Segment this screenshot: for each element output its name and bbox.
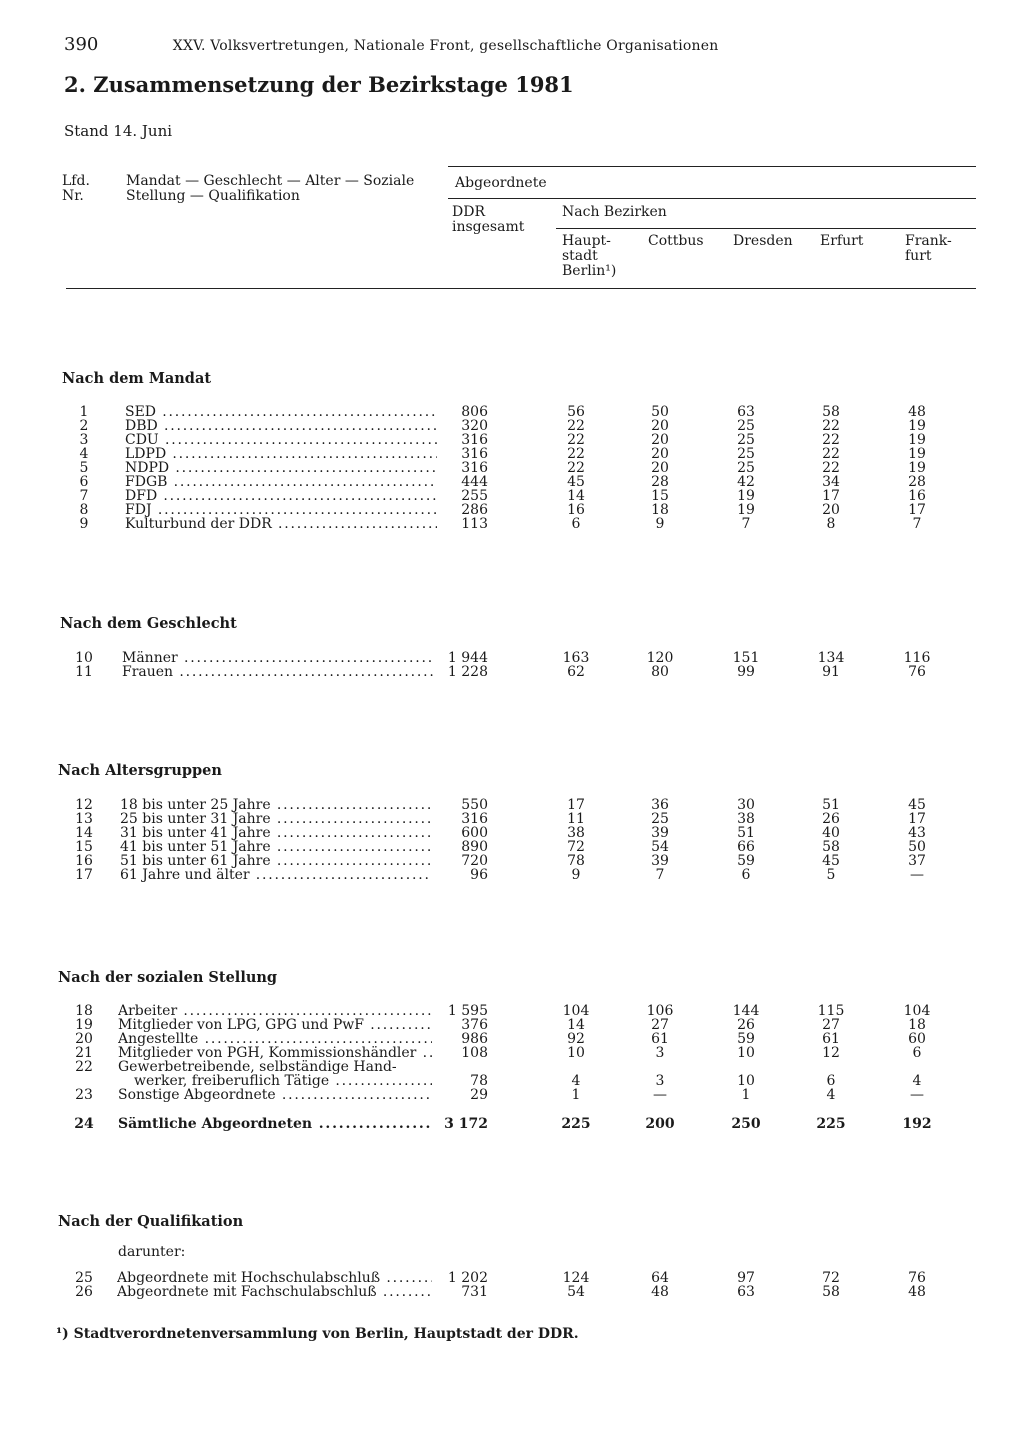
row-number: 9	[79, 516, 89, 532]
row-label: NDPD .....	[125, 461, 437, 475]
cell-cottbus: 9	[655, 516, 665, 532]
row-total: 890	[461, 839, 488, 855]
cell-cottbus: 18	[651, 502, 669, 518]
table-row	[0, 840, 1024, 854]
row-label: FDGB .....	[125, 475, 437, 489]
cell-erfurt: 22	[822, 432, 840, 448]
cell-cottbus: 80	[651, 664, 669, 680]
row-total: 255	[461, 488, 488, 504]
cell-dresden: 26	[737, 1017, 755, 1033]
cell-frankfurt: 19	[908, 418, 926, 434]
cell-frankfurt: 37	[908, 853, 926, 869]
row-label: Gewerbetreibende, selbständige Hand-	[118, 1060, 397, 1074]
row-label: FDJ .....	[125, 503, 437, 517]
column-header-label	[126, 174, 426, 204]
cell-cottbus: 20	[651, 432, 669, 448]
cell-berlin: 22	[567, 418, 585, 434]
row-total: 1 228	[447, 664, 488, 680]
cell-dresden: 38	[737, 811, 755, 827]
cell-frankfurt: 48	[908, 1284, 926, 1300]
row-total: 320	[461, 418, 488, 434]
cell-dresden: 144	[732, 1003, 760, 1019]
row-total: 376	[461, 1017, 488, 1033]
abgeordnete-rule	[448, 198, 976, 199]
table-header-bottom-rule	[66, 288, 976, 289]
table-row	[0, 651, 1024, 665]
cell-dresden: 51	[737, 825, 755, 841]
row-label: SED .....	[125, 405, 437, 419]
cell-erfurt: 8	[826, 516, 836, 532]
cell-frankfurt: 192	[902, 1116, 932, 1132]
cell-erfurt: 58	[822, 1284, 840, 1300]
row-number: 22	[75, 1059, 93, 1075]
cell-berlin: 92	[567, 1031, 585, 1047]
row-label: LDPD .....	[125, 447, 437, 461]
row-label: Männer .....	[122, 651, 434, 665]
cell-dresden: 1	[741, 1087, 751, 1103]
section-title-mandat: Nach dem Mandat	[62, 370, 212, 387]
row-total: 96	[470, 867, 488, 883]
cell-berlin: 22	[567, 460, 585, 476]
table-row-total	[0, 1117, 1024, 1131]
cell-erfurt: 61	[822, 1031, 840, 1047]
cell-dresden: 19	[737, 502, 755, 518]
row-label: Frauen .....	[122, 665, 434, 679]
table-row	[0, 665, 1024, 679]
section-title-soziale-stellung: Nach der sozialen Stellung	[58, 969, 278, 986]
table-row	[0, 447, 1024, 461]
cell-cottbus: 39	[651, 825, 669, 841]
row-total: 78	[470, 1073, 488, 1089]
cell-berlin: 62	[567, 664, 585, 680]
cell-dresden: 7	[741, 516, 751, 532]
cell-frankfurt: 4	[912, 1073, 922, 1089]
cell-frankfurt: 76	[908, 664, 926, 680]
row-label: 18 bis unter 25 Jahre .....	[120, 798, 432, 812]
cell-frankfurt: 60	[908, 1031, 926, 1047]
cell-erfurt: 5	[826, 867, 836, 883]
column-group-abgeordnete: Abgeordnete	[455, 175, 547, 191]
row-label: Abgeordnete mit Hochschulabschluß .....	[117, 1271, 432, 1285]
cell-dresden: 19	[737, 488, 755, 504]
column-header-berlin: Haupt-stadt Berlin¹)	[562, 233, 617, 279]
table-row	[0, 1088, 1024, 1102]
row-label: Mitglieder von LPG, GPG und PwF .....	[118, 1018, 432, 1032]
table-row	[0, 503, 1024, 517]
cell-erfurt: 26	[822, 811, 840, 827]
row-number: 1	[79, 404, 89, 420]
cell-dresden: 10	[737, 1073, 755, 1089]
cell-cottbus: 3	[655, 1045, 665, 1061]
table-row-continuation	[0, 1074, 1024, 1088]
cell-berlin: 10	[567, 1045, 585, 1061]
row-number: 3	[79, 432, 89, 448]
cell-berlin: 16	[567, 502, 585, 518]
page-header	[64, 34, 718, 55]
row-number: 24	[74, 1116, 94, 1132]
cell-erfurt: 91	[822, 664, 840, 680]
row-number: 6	[79, 474, 89, 490]
row-number: 18	[75, 1003, 93, 1019]
cell-frankfurt: 104	[903, 1003, 931, 1019]
row-number: 17	[75, 867, 93, 883]
cell-erfurt: 34	[822, 474, 840, 490]
row-label: Abgeordnete mit Fachschulabschluß .....	[117, 1285, 432, 1299]
cell-berlin: 4	[571, 1073, 581, 1089]
table-row	[0, 1004, 1024, 1018]
cell-dresden: 250	[731, 1116, 761, 1132]
table-row	[0, 1285, 1024, 1299]
table-row	[0, 812, 1024, 826]
cell-berlin: 72	[567, 839, 585, 855]
row-label: 51 bis unter 61 Jahre .....	[120, 854, 432, 868]
row-label: CDU .....	[125, 433, 437, 447]
cell-erfurt: 17	[822, 488, 840, 504]
table-row	[0, 868, 1024, 882]
cell-dresden: 66	[737, 839, 755, 855]
cell-berlin: 54	[567, 1284, 585, 1300]
cell-frankfurt: 17	[908, 502, 926, 518]
cell-dresden: 25	[737, 418, 755, 434]
cell-berlin: 22	[567, 446, 585, 462]
cell-berlin: 9	[571, 867, 581, 883]
cell-cottbus: 20	[651, 460, 669, 476]
cell-cottbus: 20	[651, 446, 669, 462]
cell-dresden: 63	[737, 404, 755, 420]
cell-erfurt: 58	[822, 839, 840, 855]
row-number: 11	[75, 664, 93, 680]
row-total: 1 595	[447, 1003, 488, 1019]
cell-frankfurt: —	[910, 1087, 924, 1103]
cell-berlin: 22	[567, 432, 585, 448]
cell-cottbus: 25	[651, 811, 669, 827]
row-number: 2	[79, 418, 89, 434]
column-header-frankfurt: Frank-furt	[905, 233, 952, 264]
cell-frankfurt: 19	[908, 432, 926, 448]
section-title-qualifikation: Nach der Qualifikation	[58, 1213, 244, 1230]
page-title: 2. Zusammensetzung der Bezirkstage 1981	[64, 72, 574, 97]
cell-dresden: 42	[737, 474, 755, 490]
row-label: DFD .....	[125, 489, 437, 503]
cell-frankfurt: 76	[908, 1270, 926, 1286]
cell-frankfurt: 28	[908, 474, 926, 490]
cell-frankfurt: 18	[908, 1017, 926, 1033]
cell-erfurt: 4	[826, 1087, 836, 1103]
cell-cottbus: 28	[651, 474, 669, 490]
row-number: 20	[75, 1031, 93, 1047]
table-row	[0, 1032, 1024, 1046]
page-number: 390	[64, 34, 99, 55]
row-label-continuation: werker, freiberuflich Tätige .....	[134, 1074, 432, 1088]
column-header-nr	[62, 174, 102, 204]
row-total: 29	[470, 1087, 488, 1103]
cell-frankfurt: 19	[908, 460, 926, 476]
cell-frankfurt: 6	[912, 1045, 922, 1061]
row-label: DBD .....	[125, 419, 437, 433]
cell-erfurt: 134	[817, 650, 845, 666]
table-row	[0, 826, 1024, 840]
cell-berlin: 14	[567, 1017, 585, 1033]
cell-berlin: 11	[567, 811, 585, 827]
row-total: 286	[461, 502, 488, 518]
table-top-rule	[448, 166, 976, 167]
column-header-erfurt: Erfurt	[820, 233, 864, 249]
row-total: 316	[461, 446, 488, 462]
cell-frankfurt: 48	[908, 404, 926, 420]
cell-cottbus: 48	[651, 1284, 669, 1300]
cell-frankfurt: 17	[908, 811, 926, 827]
table-row	[0, 475, 1024, 489]
column-header-nr-text: Lfd. Nr.	[62, 173, 90, 204]
cell-berlin: 78	[567, 853, 585, 869]
row-total: 600	[461, 825, 488, 841]
cell-erfurt: 6	[826, 1073, 836, 1089]
cell-cottbus: 120	[646, 650, 674, 666]
row-number: 8	[79, 502, 89, 518]
row-label: 61 Jahre und älter .....	[120, 868, 432, 882]
row-number: 23	[75, 1087, 93, 1103]
cell-erfurt: 22	[822, 418, 840, 434]
row-label: 25 bis unter 31 Jahre .....	[120, 812, 432, 826]
bezirke-rule	[556, 228, 976, 229]
row-total: 444	[461, 474, 488, 490]
cell-dresden: 97	[737, 1270, 755, 1286]
row-number: 13	[75, 811, 93, 827]
row-number: 26	[75, 1284, 93, 1300]
row-label: Sämtliche Abgeordneten .....	[118, 1117, 432, 1131]
table-row	[0, 1046, 1024, 1060]
cell-dresden: 63	[737, 1284, 755, 1300]
row-total: 1 202	[447, 1270, 488, 1286]
qualification-intro: darunter:	[118, 1244, 186, 1260]
cell-berlin: 17	[567, 797, 585, 813]
cell-dresden: 151	[732, 650, 760, 666]
cell-cottbus: 54	[651, 839, 669, 855]
cell-erfurt: 12	[822, 1045, 840, 1061]
row-number: 16	[75, 853, 93, 869]
cell-dresden: 25	[737, 446, 755, 462]
row-number: 14	[75, 825, 93, 841]
row-total: 731	[461, 1284, 488, 1300]
row-number: 21	[75, 1045, 93, 1061]
cell-frankfurt: 16	[908, 488, 926, 504]
section-title-altersgruppen: Nach Altersgruppen	[58, 762, 222, 779]
cell-erfurt: 225	[816, 1116, 846, 1132]
row-number: 25	[75, 1270, 93, 1286]
cell-berlin: 56	[567, 404, 585, 420]
cell-erfurt: 58	[822, 404, 840, 420]
cell-cottbus: 7	[655, 867, 665, 883]
cell-cottbus: 50	[651, 404, 669, 420]
cell-erfurt: 72	[822, 1270, 840, 1286]
row-label: Mitglieder von PGH, Kommissionshändler .....	[118, 1046, 432, 1060]
row-number: 7	[79, 488, 89, 504]
row-label: 41 bis unter 51 Jahre .....	[120, 840, 432, 854]
cell-dresden: 25	[737, 432, 755, 448]
cell-erfurt: 45	[822, 853, 840, 869]
row-total: 113	[461, 516, 488, 532]
cell-berlin: 38	[567, 825, 585, 841]
column-group-bezirke: Nach Bezirken	[562, 204, 667, 220]
cell-berlin: 163	[562, 650, 590, 666]
table-row	[0, 854, 1024, 868]
cell-cottbus: 200	[645, 1116, 675, 1132]
row-number: 10	[75, 650, 93, 666]
cell-cottbus: 20	[651, 418, 669, 434]
cell-frankfurt: —	[910, 867, 924, 883]
row-total: 3 172	[444, 1116, 488, 1132]
cell-cottbus: 106	[646, 1003, 674, 1019]
cell-erfurt: 115	[817, 1003, 845, 1019]
section-title-geschlecht: Nach dem Geschlecht	[60, 615, 237, 632]
row-label: Sonstige Abgeordnete .....	[118, 1088, 432, 1102]
cell-berlin: 45	[567, 474, 585, 490]
running-header: XXV. Volksvertretungen, Nationale Front, gesellschaftliche Organisationen	[172, 38, 719, 54]
cell-cottbus: 61	[651, 1031, 669, 1047]
cell-frankfurt: 19	[908, 446, 926, 462]
cell-cottbus: 64	[651, 1270, 669, 1286]
row-number: 4	[79, 446, 89, 462]
cell-dresden: 6	[741, 867, 751, 883]
cell-dresden: 59	[737, 853, 755, 869]
cell-frankfurt: 116	[903, 650, 931, 666]
row-number: 5	[79, 460, 89, 476]
cell-erfurt: 22	[822, 446, 840, 462]
cell-cottbus: 27	[651, 1017, 669, 1033]
cell-dresden: 30	[737, 797, 755, 813]
cell-berlin: 1	[571, 1087, 581, 1103]
cell-erfurt: 27	[822, 1017, 840, 1033]
cell-dresden: 59	[737, 1031, 755, 1047]
cell-berlin: 14	[567, 488, 585, 504]
row-total: 108	[461, 1045, 488, 1061]
table-row	[0, 1271, 1024, 1285]
row-total: 986	[461, 1031, 488, 1047]
row-total: 316	[461, 460, 488, 476]
row-total: 316	[461, 432, 488, 448]
cell-dresden: 25	[737, 460, 755, 476]
row-label: Arbeiter .....	[118, 1004, 432, 1018]
column-header-label-text: Mandat — Geschlecht — Alter — Soziale Stellung — Qualifikation	[126, 173, 415, 204]
row-label: Kulturbund der DDR .....	[125, 517, 437, 531]
cell-cottbus: 36	[651, 797, 669, 813]
cell-cottbus: 3	[655, 1073, 665, 1089]
cell-frankfurt: 45	[908, 797, 926, 813]
row-total: 550	[461, 797, 488, 813]
row-label: 31 bis unter 41 Jahre .....	[120, 826, 432, 840]
cell-cottbus: 15	[651, 488, 669, 504]
row-total: 1 944	[447, 650, 488, 666]
cell-dresden: 10	[737, 1045, 755, 1061]
cell-berlin: 225	[561, 1116, 591, 1132]
date-note: Stand 14. Juni	[64, 122, 173, 140]
cell-cottbus: 39	[651, 853, 669, 869]
row-total: 720	[461, 853, 488, 869]
table-row	[0, 1018, 1024, 1032]
row-total: 316	[461, 811, 488, 827]
table-row	[0, 461, 1024, 475]
table-row	[0, 1060, 1024, 1074]
table-row	[0, 433, 1024, 447]
cell-erfurt: 20	[822, 502, 840, 518]
cell-berlin: 124	[562, 1270, 590, 1286]
column-header-total: DDR insgesamt	[452, 204, 525, 235]
row-number: 15	[75, 839, 93, 855]
column-header-dresden: Dresden	[733, 233, 793, 249]
column-header-cottbus: Cottbus	[648, 233, 704, 249]
cell-berlin: 104	[562, 1003, 590, 1019]
footnote: ¹) Stadtverordnetenversammlung von Berlin, Hauptstadt der DDR.	[56, 1326, 579, 1342]
cell-frankfurt: 50	[908, 839, 926, 855]
cell-erfurt: 40	[822, 825, 840, 841]
cell-berlin: 6	[571, 516, 581, 532]
table-row	[0, 405, 1024, 419]
cell-cottbus: —	[653, 1087, 667, 1103]
cell-frankfurt: 43	[908, 825, 926, 841]
row-number: 19	[75, 1017, 93, 1033]
table-row	[0, 419, 1024, 433]
cell-dresden: 99	[737, 664, 755, 680]
table-row	[0, 798, 1024, 812]
row-total: 806	[461, 404, 488, 420]
table-row	[0, 489, 1024, 503]
row-number: 12	[75, 797, 93, 813]
table-row	[0, 517, 1024, 531]
cell-erfurt: 22	[822, 460, 840, 476]
row-label: Angestellte .....	[118, 1032, 432, 1046]
cell-frankfurt: 7	[912, 516, 922, 532]
cell-erfurt: 51	[822, 797, 840, 813]
